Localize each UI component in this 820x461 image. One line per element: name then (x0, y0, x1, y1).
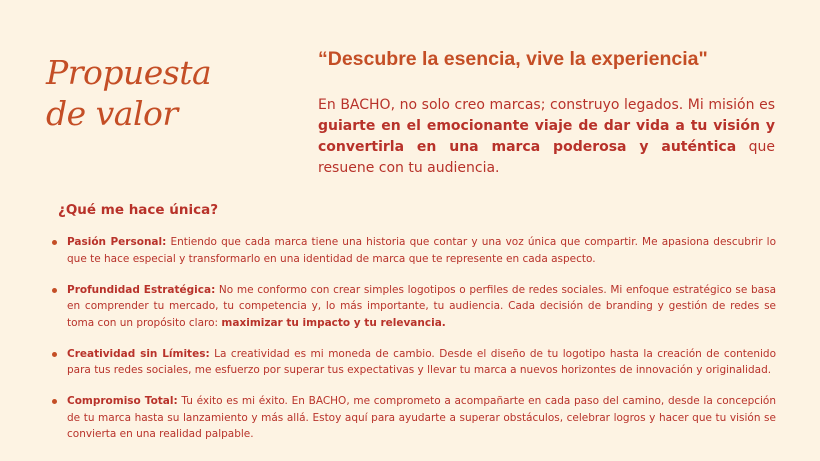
bullet-icon (52, 240, 57, 245)
page-title-line-2: de valor (46, 94, 178, 133)
list-item-label: Creatividad sin Límites: (67, 347, 210, 360)
list-item (52, 282, 776, 332)
page-title-line-1: Propuesta (46, 53, 212, 92)
intro-text-highlight: guiarte en el emocionante viaje de dar vida a tu visión y convertirla en una marca poderosa y auténtica (318, 118, 775, 155)
features-list (52, 234, 776, 457)
bullet-icon (52, 352, 57, 357)
list-item-text: No me conformo con crear simples logotipos o perfiles de redes sociales. Mi enfoque estratégico se basa en comprender tu mercado, tu competencia y, lo más importante, tu audiencia. Cada decisión de branding y gestión de redes se toma con un propósito claro: (67, 283, 776, 329)
intro-text-end: que resuene con tu audiencia. (318, 139, 776, 176)
list-item-label: Profundidad Estratégica: (67, 283, 216, 296)
section-title: ¿Qué me hace única? (58, 202, 219, 218)
list-item (52, 346, 776, 379)
page-title (46, 52, 211, 134)
list-item-highlight: maximizar tu impacto y tu relevancia. (221, 316, 446, 329)
list-item-text: La creatividad es mi moneda de cambio. Desde el diseño de tu logotipo hasta la creación de contenido para tus redes sociales, me esfuerzo por superar tus expectativas y llevar tu marca a nuevos horizontes de innovación y originalidad. (67, 347, 777, 376)
bullet-icon (52, 288, 57, 293)
list-item-text: Entiendo que cada marca tiene una historia que contar y una voz única que compartir. Me apasiona descubrir lo que te hace especial y transformarlo en una identidad de marca que te represente en cada aspecto. (67, 236, 776, 265)
list-item-text: Tu éxito es mi éxito. En BACHO, me comprometo a acompañarte en cada paso del camino, desde la concepción de tu marca hasta su lanzamiento y más allá. Estoy aquí para ayudarte a superar obstáculos, celebrar logros y hacer que tu visión se convierta en una realidad palpable. (67, 395, 777, 440)
list-item-label: Pasión Personal: (67, 236, 167, 248)
bullet-icon (52, 399, 57, 404)
intro-text-start: En BACHO, no solo creo marcas; construyo legados. Mi misión es (318, 97, 775, 113)
list-item-label: Compromiso Total: (67, 395, 178, 407)
tagline-quote: “Descubre la esencia, vive la experiencia" (318, 48, 708, 70)
list-item (52, 234, 776, 267)
intro-paragraph (318, 95, 775, 179)
list-item (52, 393, 776, 443)
